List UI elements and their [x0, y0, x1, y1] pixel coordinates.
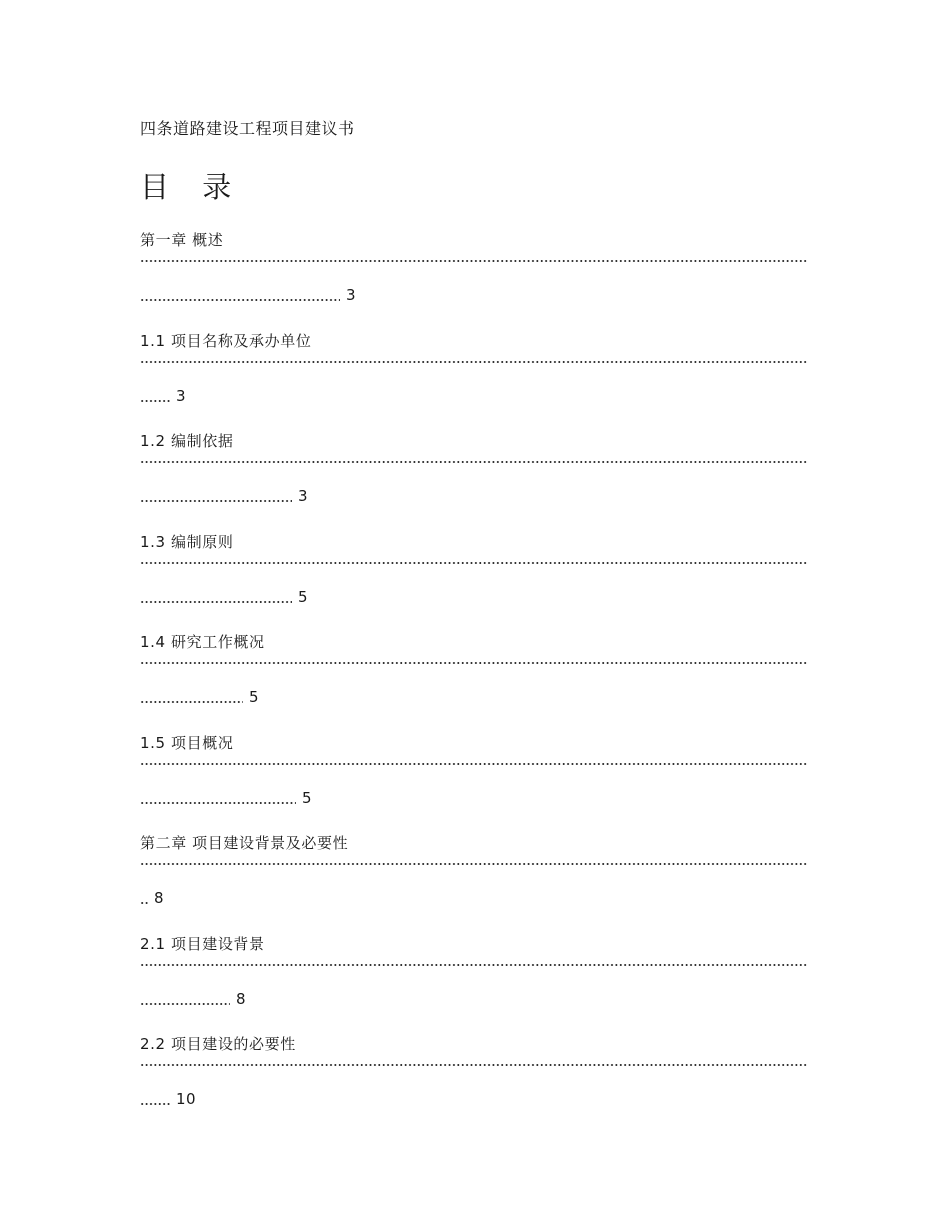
toc-leader-dots — [140, 400, 170, 402]
toc-leader-tail — [140, 887, 164, 909]
toc-leader-dots — [140, 260, 808, 262]
toc-leader-dots — [140, 763, 808, 765]
toc-leader-dots — [140, 601, 292, 603]
toc-entry-title: 第二章 项目建设背景及必要性 — [140, 834, 349, 852]
toc-entry[interactable] — [140, 933, 808, 1034]
toc-entry[interactable] — [140, 330, 808, 431]
toc-leader-tail — [140, 988, 246, 1010]
toc-entry[interactable] — [140, 732, 808, 833]
toc-leader-tail — [140, 284, 356, 306]
toc-page-number: 10 — [176, 1090, 197, 1108]
toc-leader-dots — [140, 299, 340, 301]
toc-leader-dots — [140, 964, 808, 966]
toc-page-number: 5 — [298, 587, 309, 606]
toc-leader-tail — [140, 787, 312, 809]
toc-leader-dots — [140, 802, 296, 804]
toc-entry-title: 1.1 项目名称及承办单位 — [140, 331, 312, 350]
toc-page-number: 3 — [298, 487, 309, 505]
toc-leader-tail — [140, 385, 186, 407]
toc-page-number: 5 — [302, 788, 313, 807]
toc-leader-dots — [140, 662, 808, 664]
toc-leader-dots — [140, 562, 808, 564]
toc-entry[interactable] — [140, 430, 808, 531]
toc-entry-title: 第一章 概述 — [140, 231, 224, 249]
toc-leader-dots — [140, 1103, 170, 1105]
toc-leader-tail — [140, 686, 259, 708]
toc-entry-title: 1.3 编制原则 — [140, 532, 234, 551]
toc-page-number: 3 — [346, 286, 357, 304]
toc-leader-dots — [140, 361, 808, 363]
toc-page-number: 3 — [176, 386, 187, 405]
toc-page-number: 5 — [249, 688, 260, 706]
toc-leader-dots — [140, 1064, 808, 1066]
toc-entry-title: 1.4 研究工作概况 — [140, 633, 265, 651]
toc-leader-dots — [140, 902, 148, 904]
toc-leader-tail — [140, 485, 308, 507]
toc-leader-dots — [140, 1003, 230, 1005]
toc-leader-tail — [140, 586, 308, 608]
toc-leader-dots — [140, 461, 808, 463]
toc-entry-title: 2.2 项目建设的必要性 — [140, 1035, 296, 1053]
toc-page-number: 8 — [154, 889, 165, 907]
toc-leader-dots — [140, 500, 292, 502]
toc-entry[interactable] — [140, 631, 808, 732]
toc-entry-title: 1.5 项目概况 — [140, 733, 234, 752]
toc-list — [140, 229, 808, 1134]
toc-entry-title: 1.2 编制依据 — [140, 432, 234, 450]
toc-page-number: 8 — [236, 989, 247, 1008]
toc-entry[interactable] — [140, 832, 808, 933]
toc-leader-tail — [140, 1088, 196, 1110]
toc-entry[interactable] — [140, 1033, 808, 1134]
document-title: 四条道路建设工程项目建议书 — [140, 119, 355, 138]
toc-entry-title: 2.1 项目建设背景 — [140, 934, 265, 953]
toc-entry[interactable] — [140, 531, 808, 632]
toc-leader-dots — [140, 701, 243, 703]
toc-heading: 目 录 — [140, 170, 244, 204]
toc-entry[interactable] — [140, 229, 808, 330]
toc-leader-dots — [140, 863, 808, 865]
